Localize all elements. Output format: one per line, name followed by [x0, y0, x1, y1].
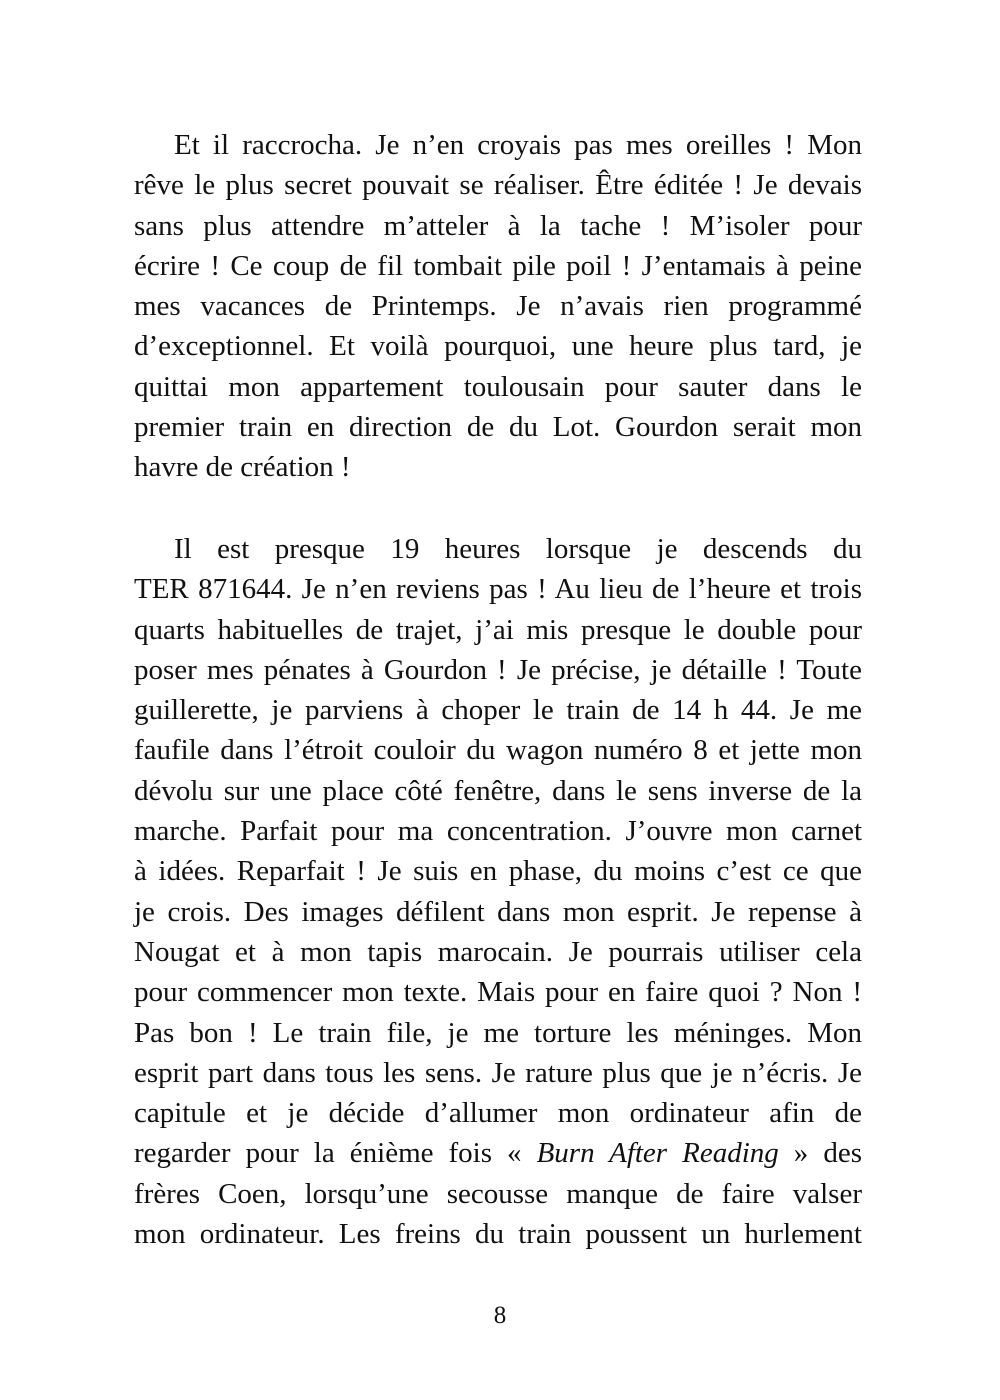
text-line: mon ordinateur. Les freins du train poussent un hurlement	[134, 1218, 862, 1251]
text-line: écrire ! Ce coup de fil tombait pile poil ! J’entamais à peine	[134, 249, 862, 282]
text-line: esprit part dans tous les sens. Je rature plus que je n’écris. Je	[134, 1056, 862, 1089]
text-line: Et il raccrocha. Je n’en croyais pas mes oreilles ! Mon	[174, 129, 862, 161]
text-line: rêve le plus secret pouvait se réaliser. Être éditée ! Je devais	[134, 169, 862, 202]
text-fragment: regarder pour la énième fois «	[134, 1137, 522, 1170]
text-line: guillerette, je parviens à choper le train de 14 h 44. Je me	[134, 694, 862, 727]
text-line: je crois. Des images défilent dans mon esprit. Je repense à	[134, 895, 862, 928]
text-line: havre de création !	[134, 451, 351, 484]
text-line: mes vacances de Printemps. Je n’avais rien programmé	[134, 290, 862, 323]
page-number: 8	[493, 1302, 507, 1329]
text-line: capitule et je décide d’allumer mon ordinateur afin de	[134, 1097, 862, 1130]
text-line: TER 871644. Je n’en reviens pas ! Au lieu de l’heure et trois	[134, 573, 862, 606]
paragraph-1	[134, 125, 862, 488]
text-line: Pas bon ! Le train file, je me torture les méninges. Mon	[134, 1016, 862, 1049]
text-line: quittai mon appartement toulousain pour sauter dans le	[134, 370, 862, 403]
text-line: quarts habituelles de trajet, j’ai mis presque le double pour	[134, 613, 862, 646]
film-title: Burn After Reading	[536, 1137, 779, 1170]
text-line: pour commencer mon texte. Mais pour en faire quoi ? Non !	[134, 976, 862, 1009]
paragraph-2	[134, 529, 862, 1254]
text-line-with-title	[134, 1133, 862, 1173]
text-line: premier train en direction de du Lot. Gourdon serait mon	[134, 411, 862, 444]
text-line: d’exceptionnel. Et voilà pourquoi, une heure plus tard, je	[134, 330, 862, 363]
text-line: dévolu sur une place côté fenêtre, dans le sens inverse de la	[134, 774, 862, 807]
text-line: poser mes pénates à Gourdon ! Je précise, je détaille ! Toute	[134, 653, 862, 686]
text-fragment: » des	[793, 1137, 862, 1170]
text-line: Il est presque 19 heures lorsque je descends du	[174, 533, 862, 565]
text-line: Nougat et à mon tapis marocain. Je pourrais utiliser cela	[134, 935, 862, 968]
text-line: sans plus attendre m’atteler à la tache ! M’isoler pour	[134, 209, 862, 242]
text-line: faufile dans l’étroit couloir du wagon numéro 8 et jette mon	[134, 734, 862, 767]
text-line: frères Coen, lorsqu’une secousse manque de faire valser	[134, 1177, 862, 1210]
text-line: à idées. Reparfait ! Je suis en phase, du moins c’est ce que	[134, 855, 862, 888]
text-line: marche. Parfait pour ma concentration. J’ouvre mon carnet	[134, 815, 862, 848]
